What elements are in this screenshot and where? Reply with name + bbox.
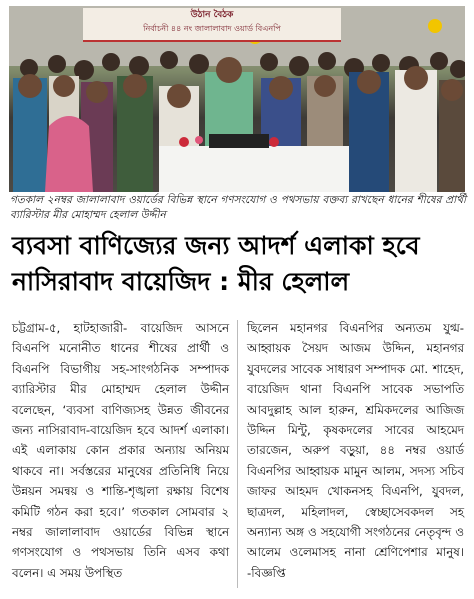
news-photo bbox=[9, 6, 465, 192]
photo-caption: গতকাল ২নম্বর জালালাবাদ ওয়ার্ডের বিভিন্ন স্থানে গণসংযোগ ও পথসভায় বক্তব্য রাখছেন ধানের শীষের প্রার্থী ব্যারিস্টার মীর মোহাম্মদ হেলাল উদ্দীন bbox=[10, 194, 466, 221]
event-banner bbox=[83, 8, 341, 42]
article-column-left: চট্টগ্রাম-৫, হাটহাজারী- বায়েজিদ আসনে বিএনপি মনোনীত ধানের শীষের প্রার্থী ও বিএনপি বিভাগীয় সহ-সাংগঠনিক সম্পাদক ব্যারিস্টার মীর মোহাম্মদ হেলাল উদ্দীন বলেছেন, ‘ব্যবসা বাণিজ্যসহ উন্নত জীবনের জন্য নাসিরাবাদ-বায়েজিদ হবে আদর্শ এলাকা। এই এলাকায় কোন প্রকার অন্যায় অনিয়ম থাকবে না। সর্বস্তরের মানুষের প্রতিনিধি নিয়ে উন্নয়ন সমন্বয় ও শান্তি-শৃঙ্খলা রক্ষায় বিশেষ কমিটি গঠন করা হবে।’ গতকাল সোমবার ২ নম্বর জালালাবাদ ওয়ার্ডের বিভিন্ন স্থানে গণসংযোগ ও পথসভায় তিনি এসব কথা বলেন। এ সময় উপস্থিত bbox=[12, 321, 229, 580]
article-column-right: ছিলেন মহানগর বিএনপির অন্যতম যুগ্ম-আহ্বায়ক সৈয়দ আজম উদ্দিন, মহানগর যুবদলের সাবেক সাধারণ সম্পাদক মো. শাহেদ, বায়েজিদ থানা বিএনপি সাবেক সভাপতি আবদুল্লাহ আল হারুন, শ্রমিকদলের আজিজ উদ্দিন মিন্টু, কৃষকদলের সাবের আহমেদ তারজেন, অরুপ বড়ুয়া, ৪৪ নম্বর ওয়ার্ড বিএনপির আহ্বায়ক মামুন আলম, সদস্য সচিব জাফর আহমদ খোকনসহ বিএনপি, যুবদল, ছাত্রদল, মহিলাদল, স্বেচ্ছাসেবকদল সহ অন্যান্য অঙ্গ ও সহযোগী সংগঠনের নেতৃবৃন্দ ও আলেম ওলেমাসহ নানা শ্রেণিপেশার মানুষ। -বিজ্ঞপ্তি bbox=[247, 321, 464, 580]
banner-subtitle: নির্বাচনী ৪৪ নং জালালাবাদ ওয়ার্ড বিএনপি bbox=[143, 24, 281, 33]
column-divider bbox=[237, 320, 238, 588]
article-headline: ব্যবসা বাণিজ্যের জন্য আদর্শ এলাকা হবে নাসিরাবাদ বায়েজিদ : মীর হেলাল bbox=[12, 231, 420, 296]
banner-title: উঠান বৈঠক bbox=[190, 10, 234, 20]
